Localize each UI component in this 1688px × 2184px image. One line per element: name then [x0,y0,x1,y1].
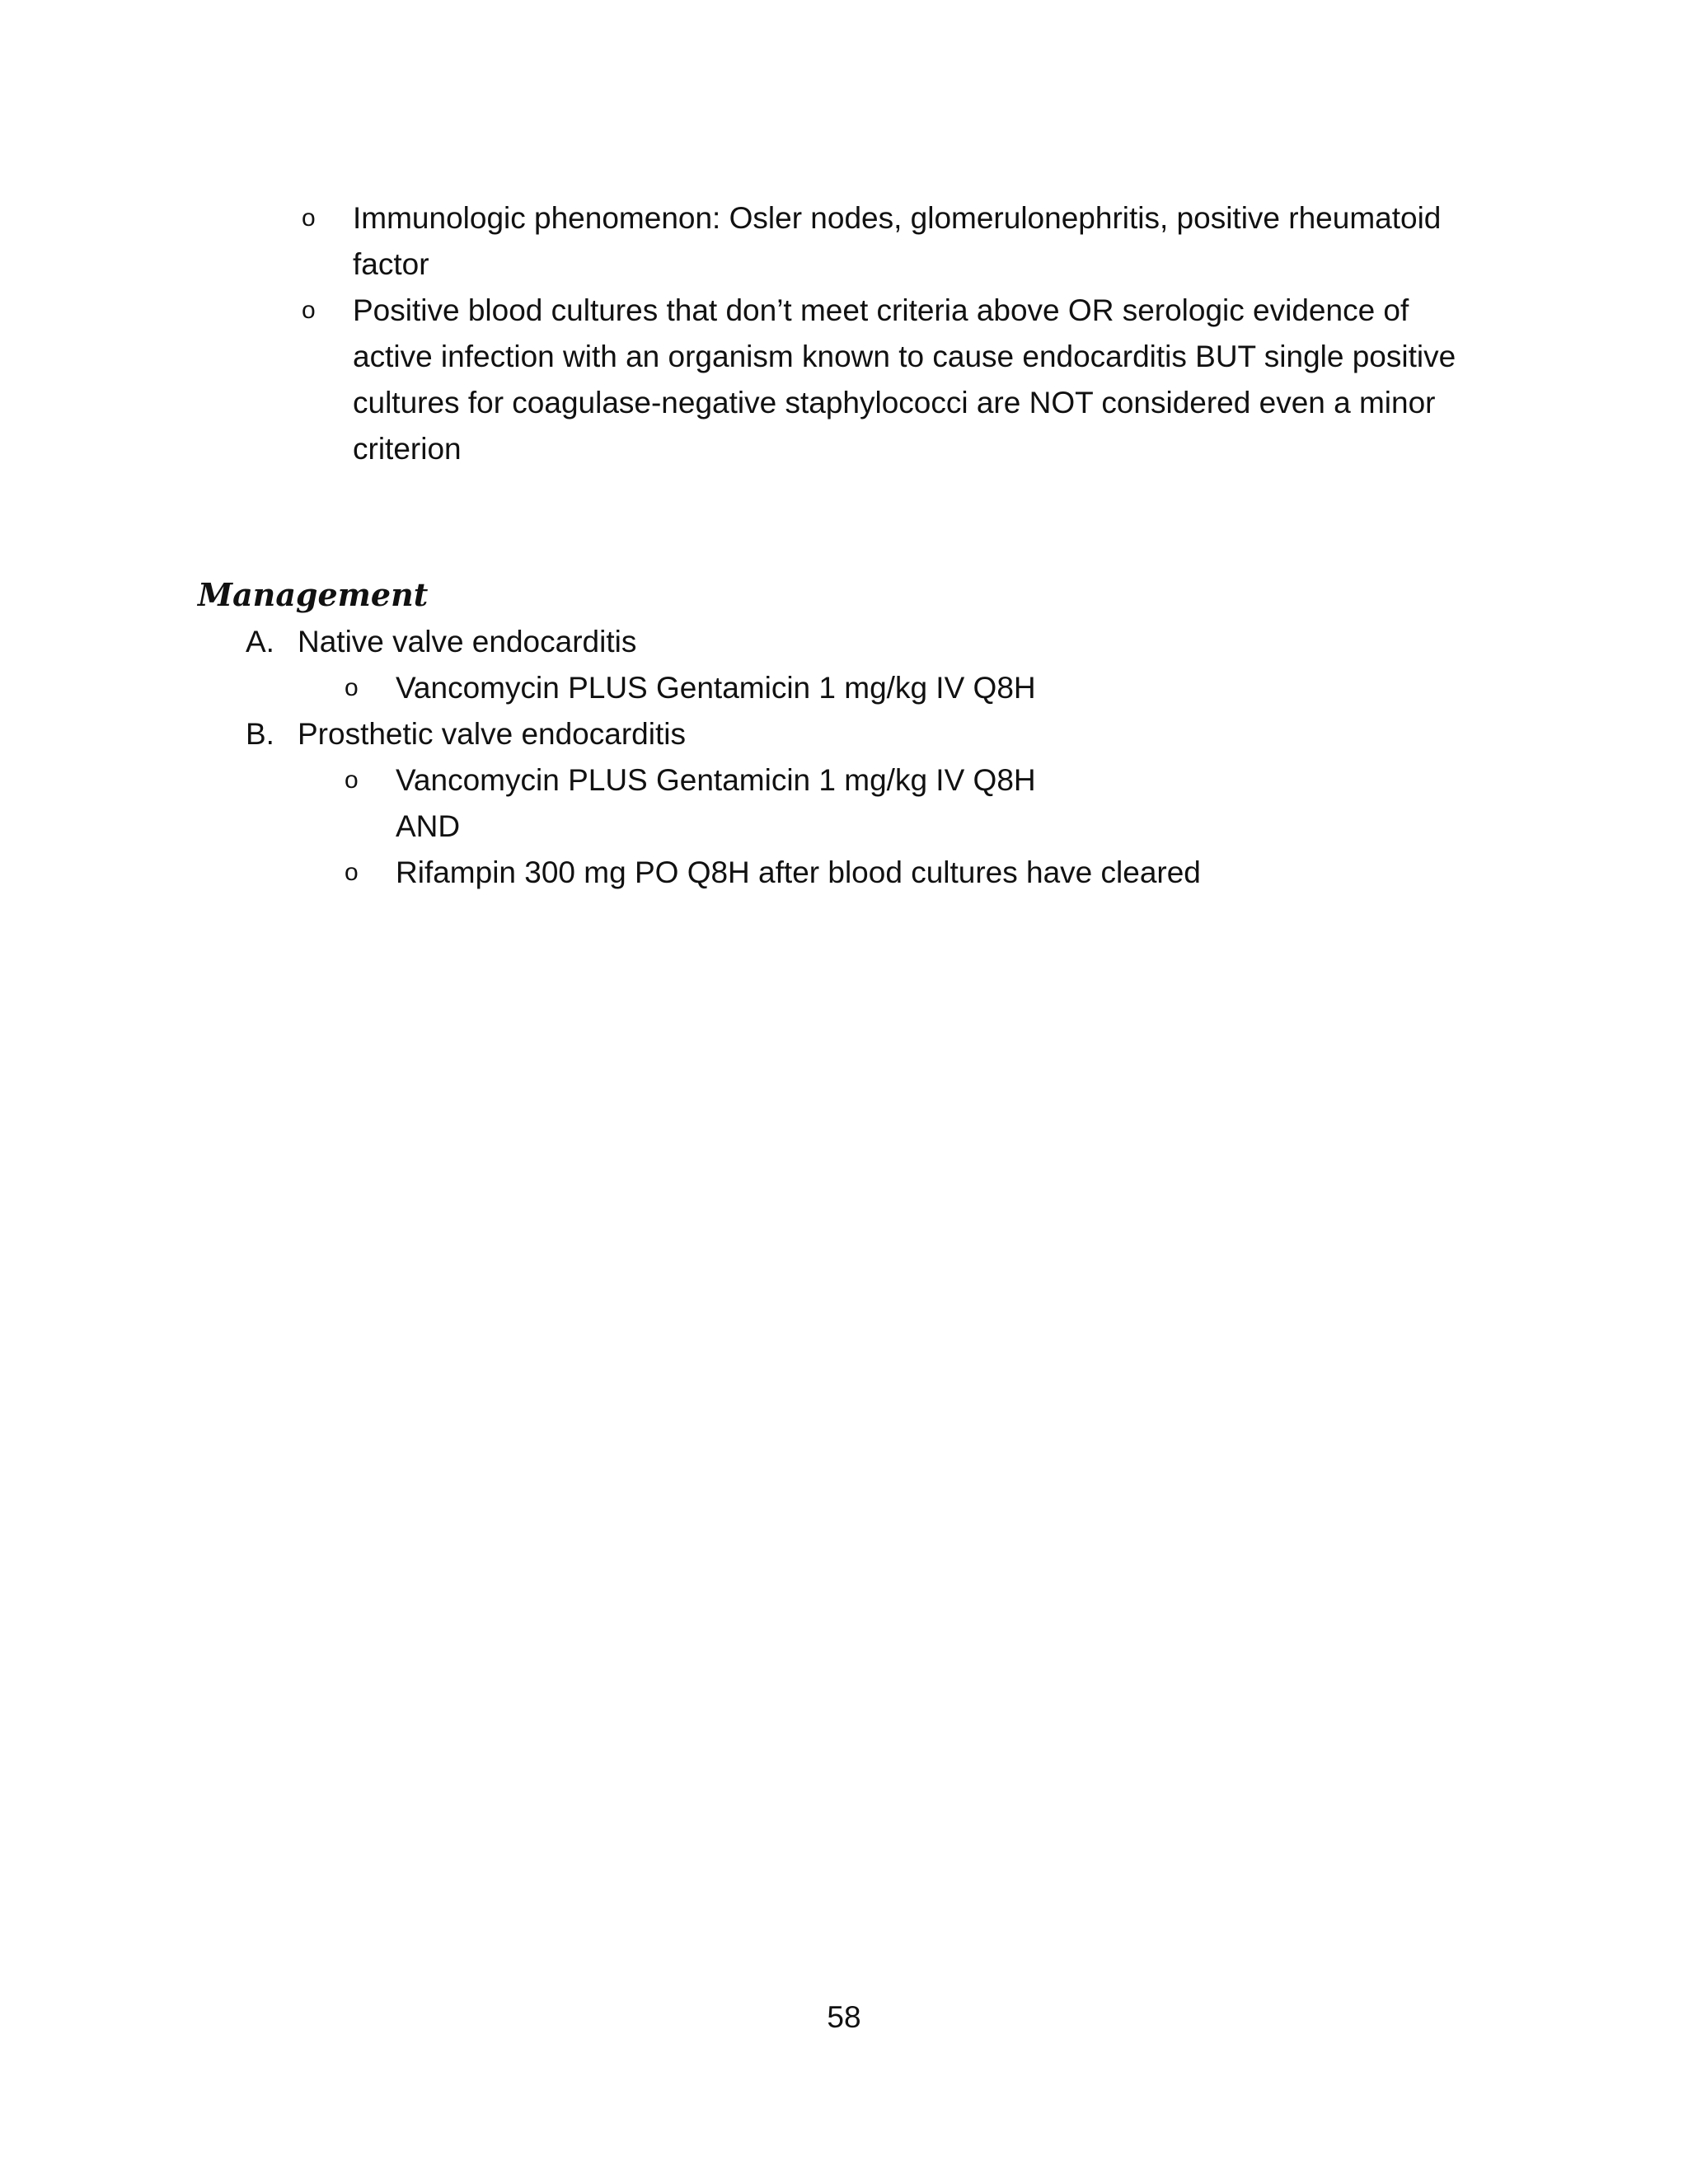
list-item [302,195,1489,288]
section-native-valve [246,619,1482,665]
bullet-icon: o [345,766,359,794]
list-item-line: cultures for coagulase-negative staphylococci are NOT considered even a minor [353,386,1436,419]
minor-criteria-list [302,195,1489,472]
list-item-text: Vancomycin PLUS Gentamicin 1 mg/kg IV Q8H [396,671,1036,705]
bullet-icon: o [345,674,359,701]
section-prosthetic-valve [246,711,1482,757]
list-item-line: active infection with an organism known to cause endocarditis BUT single positive [353,340,1456,373]
list-item [345,757,1482,804]
list-item [302,288,1489,472]
list-item-text: Vancomycin PLUS Gentamicin 1 mg/kg IV Q8H [396,763,1036,797]
page-number: 58 [827,2000,861,2034]
list-item [345,665,1482,711]
list-item-text: Rifampin 300 mg PO Q8H after blood cultures have cleared [396,855,1201,889]
list-item-line: criterion [353,432,462,466]
list-item-line: factor [353,247,429,281]
bullet-icon: o [302,204,316,232]
section-letter: B. [246,717,274,751]
management-list [246,619,1482,896]
and-connector: AND [396,809,461,843]
bullet-icon: o [302,297,316,324]
list-item [345,850,1482,896]
section-title: Prosthetic valve endocarditis [298,717,686,751]
management-heading: Management [198,576,429,613]
section-letter: A. [246,625,274,658]
section-title: Native valve endocarditis [298,625,637,658]
bullet-icon: o [345,859,359,886]
list-item-line: Immunologic phenomenon: Osler nodes, glomerulonephritis, positive rheumatoid [353,201,1442,235]
list-item-line: Positive blood cultures that don’t meet criteria above OR serologic evidence of [353,293,1409,327]
